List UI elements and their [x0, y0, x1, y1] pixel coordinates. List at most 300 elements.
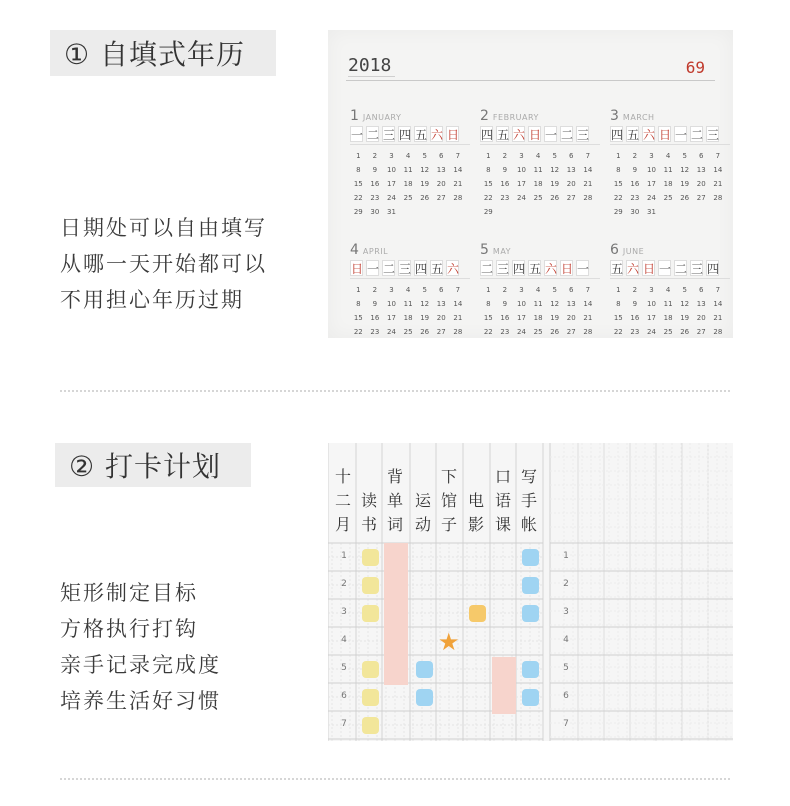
desc-line: 方格执行打钩	[60, 617, 198, 641]
weekday-row	[350, 126, 470, 145]
weekday-label: 四	[513, 262, 526, 276]
column-header: 背 单 词	[386, 467, 403, 534]
day-number: 19	[420, 314, 430, 322]
weekday-label: 三	[691, 262, 704, 276]
day-number: 21	[583, 180, 593, 188]
day-number: 22	[353, 194, 363, 202]
weekday-label: 三	[497, 262, 510, 276]
calendar-photo	[328, 30, 733, 338]
desc-line: 培养生活好习惯	[60, 689, 221, 713]
day-number: 4	[535, 286, 541, 294]
day-number: 10	[387, 166, 396, 174]
day-number: 8	[486, 300, 491, 308]
desc-line: 不用担心年历过期	[60, 288, 244, 312]
desc-line: 从哪一天开始都可以	[60, 252, 267, 276]
month-name: MARCH	[622, 113, 655, 122]
weekday-label: 三	[577, 128, 590, 142]
row-number: 4	[563, 635, 569, 645]
day-number: 8	[356, 166, 361, 174]
row-number: 2	[341, 579, 347, 589]
month-header	[480, 108, 600, 126]
day-number: 8	[486, 166, 491, 174]
weekday-row	[480, 260, 600, 279]
day-number: 15	[613, 180, 623, 188]
day-number: 14	[453, 300, 463, 308]
day-grid	[480, 283, 600, 338]
day-number: 13	[566, 166, 576, 174]
day-number: 24	[517, 328, 526, 336]
day-number: 9	[632, 300, 638, 308]
day-number: 28	[713, 328, 723, 336]
day-number: 23	[370, 328, 380, 336]
column-header: 电 影	[467, 491, 484, 534]
weekday-label: 四	[611, 128, 624, 142]
weekday-label: 五	[627, 128, 640, 142]
day-number: 1	[486, 286, 491, 294]
day-number: 6	[699, 152, 704, 160]
day-number: 3	[649, 152, 654, 160]
day-number: 28	[583, 328, 593, 336]
day-number: 16	[370, 314, 380, 322]
month-number: 5	[480, 242, 489, 258]
day-number: 25	[403, 328, 413, 336]
weekday-row	[350, 260, 470, 279]
row-number: 5	[563, 663, 569, 673]
desc-line: 日期处可以自由填写	[60, 216, 267, 240]
day-number: 9	[502, 166, 508, 174]
page-number: 69	[685, 58, 705, 77]
day-number: 22	[613, 194, 623, 202]
weekday-label: 五	[415, 128, 428, 142]
weekday-label: 六	[545, 262, 558, 276]
check-mark	[362, 717, 379, 734]
day-grid	[610, 283, 730, 338]
calendar-month	[350, 108, 470, 219]
day-number: 15	[353, 180, 363, 188]
day-number: 11	[533, 300, 543, 308]
day-number: 3	[519, 286, 524, 294]
row-number: 7	[341, 719, 347, 729]
month-number: 4	[350, 242, 359, 258]
weekday-row	[480, 126, 600, 145]
check-mark	[522, 689, 539, 706]
day-number: 28	[583, 194, 593, 202]
weekday-label: 二	[481, 262, 494, 276]
day-number: 12	[550, 300, 560, 308]
day-number: 23	[500, 194, 510, 202]
day-number: 31	[647, 208, 656, 216]
day-number: 1	[356, 286, 361, 294]
day-number: 23	[370, 194, 380, 202]
month-number: 2	[480, 108, 489, 124]
day-number: 14	[453, 166, 463, 174]
weekday-label: 日	[447, 128, 460, 142]
weekday-label: 二	[383, 262, 396, 276]
day-number: 28	[453, 194, 463, 202]
day-number: 16	[630, 314, 640, 322]
check-mark	[362, 689, 379, 706]
row-number: 3	[341, 607, 347, 617]
day-number: 14	[583, 166, 593, 174]
day-number: 13	[696, 166, 706, 174]
day-number: 26	[420, 194, 430, 202]
weekday-label: 日	[529, 128, 542, 142]
day-number: 1	[486, 152, 491, 160]
day-grid	[350, 283, 470, 338]
day-number: 20	[566, 314, 576, 322]
day-number: 29	[483, 208, 493, 216]
day-number: 8	[356, 300, 361, 308]
day-number: 4	[535, 152, 541, 160]
calendar-year: 2018	[348, 55, 395, 77]
day-number: 1	[616, 152, 621, 160]
calendar-header-line	[346, 80, 715, 81]
day-number: 12	[680, 300, 690, 308]
day-number: 24	[517, 194, 526, 202]
month-header	[350, 108, 470, 126]
day-number: 25	[403, 194, 413, 202]
day-number: 13	[436, 300, 446, 308]
day-number: 16	[370, 180, 380, 188]
day-number: 6	[569, 286, 574, 294]
day-number: 22	[353, 328, 363, 336]
weekday-label: 三	[399, 262, 412, 276]
day-number: 27	[696, 328, 706, 336]
month-name: JANUARY	[362, 113, 402, 122]
day-number: 9	[502, 300, 508, 308]
day-number: 11	[403, 300, 413, 308]
day-grid	[480, 149, 600, 219]
day-number: 7	[585, 286, 591, 294]
row-number: 4	[341, 635, 347, 645]
weekday-label: 一	[577, 262, 590, 276]
day-number: 17	[647, 314, 656, 322]
month-number: 6	[610, 242, 619, 258]
day-number: 2	[632, 152, 638, 160]
day-number: 24	[647, 194, 656, 202]
weekday-label: 四	[481, 128, 494, 142]
day-number: 2	[502, 152, 508, 160]
day-number: 19	[550, 180, 560, 188]
day-number: 3	[519, 152, 524, 160]
day-number: 27	[566, 328, 576, 336]
day-number: 11	[663, 166, 673, 174]
day-number: 14	[583, 300, 593, 308]
weekday-label: 一	[659, 262, 672, 276]
day-number: 26	[420, 328, 430, 336]
day-number: 3	[389, 152, 394, 160]
calendar-month	[610, 108, 730, 219]
day-number: 18	[533, 180, 543, 188]
day-number: 26	[550, 328, 560, 336]
day-number: 22	[483, 328, 493, 336]
day-number: 15	[483, 180, 493, 188]
day-number: 4	[665, 286, 671, 294]
column-header: 读 书	[360, 491, 377, 534]
weekday-label: 五	[529, 262, 542, 276]
weekday-label: 一	[351, 128, 364, 142]
day-number: 19	[420, 180, 430, 188]
day-number: 11	[403, 166, 413, 174]
month-number: 3	[610, 108, 619, 124]
weekday-label: 六	[627, 262, 640, 276]
day-number: 26	[550, 194, 560, 202]
day-number: 25	[533, 328, 543, 336]
check-mark	[362, 661, 379, 678]
day-number: 21	[453, 180, 463, 188]
day-number: 5	[422, 152, 427, 160]
column-header: 十 二 月	[334, 467, 351, 534]
day-number: 16	[630, 180, 640, 188]
day-number: 11	[663, 300, 673, 308]
column-header: 运 动	[414, 491, 431, 534]
month-name: JUNE	[622, 247, 645, 256]
day-number: 19	[680, 180, 690, 188]
day-number: 30	[630, 208, 640, 216]
month-number: 1	[350, 108, 359, 124]
day-number: 13	[566, 300, 576, 308]
day-number: 2	[632, 286, 638, 294]
day-number: 15	[353, 314, 363, 322]
day-number: 30	[370, 208, 380, 216]
day-number: 6	[569, 152, 574, 160]
day-number: 7	[715, 286, 721, 294]
day-grid	[350, 149, 470, 219]
day-number: 8	[616, 300, 621, 308]
day-number: 24	[647, 328, 656, 336]
section-divider	[60, 390, 730, 392]
calendar-month	[480, 108, 600, 219]
day-number: 1	[616, 286, 621, 294]
calendar-description	[60, 210, 267, 318]
day-number: 6	[699, 286, 704, 294]
row-number: 5	[341, 663, 347, 673]
month-name: APRIL	[362, 247, 389, 256]
day-number: 10	[517, 300, 526, 308]
day-number: 27	[696, 194, 706, 202]
day-number: 20	[696, 180, 706, 188]
weekday-label: 二	[561, 128, 574, 142]
day-number: 12	[550, 166, 560, 174]
weekday-label: 一	[675, 128, 688, 142]
day-number: 1	[356, 152, 361, 160]
day-number: 17	[647, 180, 656, 188]
row-number: 1	[563, 551, 569, 561]
day-number: 23	[500, 328, 510, 336]
column-header: 写 手 帐	[520, 467, 537, 534]
day-number: 17	[387, 180, 396, 188]
day-number: 4	[665, 152, 671, 160]
day-number: 25	[533, 194, 543, 202]
day-number: 2	[372, 286, 378, 294]
weekday-label: 二	[691, 128, 704, 142]
day-number: 12	[420, 166, 430, 174]
day-number: 18	[663, 180, 673, 188]
day-number: 20	[696, 314, 706, 322]
weekday-label: 六	[513, 128, 526, 142]
day-number: 6	[439, 286, 444, 294]
desc-line: 亲手记录完成度	[60, 653, 221, 677]
check-mark	[522, 605, 539, 622]
star-icon: ★	[438, 628, 460, 656]
day-number: 7	[455, 286, 461, 294]
day-number: 29	[613, 208, 623, 216]
day-number: 29	[353, 208, 363, 216]
day-grid	[610, 149, 730, 219]
row-number: 1	[341, 551, 347, 561]
day-number: 18	[403, 314, 413, 322]
day-number: 19	[680, 314, 690, 322]
day-number: 6	[439, 152, 444, 160]
day-number: 27	[436, 194, 446, 202]
day-number: 23	[630, 328, 640, 336]
day-number: 27	[566, 194, 576, 202]
desc-line: 矩形制定目标	[60, 581, 198, 605]
month-header	[610, 242, 730, 260]
row-number: 6	[341, 691, 347, 701]
day-number: 9	[372, 166, 378, 174]
habit-tracker-photo	[328, 443, 733, 741]
day-number: 8	[616, 166, 621, 174]
day-number: 27	[436, 328, 446, 336]
day-number: 24	[387, 194, 396, 202]
column-header: 下 馆 子	[440, 467, 457, 534]
day-number: 14	[713, 166, 723, 174]
day-number: 20	[566, 180, 576, 188]
day-number: 5	[552, 152, 557, 160]
day-number: 25	[663, 194, 673, 202]
day-number: 22	[613, 328, 623, 336]
weekday-label: 一	[367, 262, 380, 276]
check-mark	[522, 549, 539, 566]
day-number: 14	[713, 300, 723, 308]
row-number: 2	[563, 579, 569, 589]
day-number: 18	[403, 180, 413, 188]
day-number: 13	[436, 166, 446, 174]
weekday-label: 六	[447, 262, 460, 276]
weekday-label: 四	[415, 262, 428, 276]
calendar-month	[610, 242, 730, 338]
day-number: 18	[533, 314, 543, 322]
day-number: 5	[552, 286, 557, 294]
check-mark	[522, 577, 539, 594]
weekday-label: 二	[367, 128, 380, 142]
day-number: 26	[680, 328, 690, 336]
weekday-row	[610, 126, 730, 145]
day-number: 21	[453, 314, 463, 322]
day-number: 4	[405, 152, 411, 160]
weekday-label: 日	[643, 262, 656, 276]
day-number: 5	[422, 286, 427, 294]
tracker-description	[60, 575, 221, 719]
check-mark	[469, 605, 486, 622]
weekday-label: 二	[675, 262, 688, 276]
day-number: 10	[517, 166, 526, 174]
day-number: 7	[585, 152, 591, 160]
day-number: 5	[682, 152, 687, 160]
weekday-label: 日	[561, 262, 574, 276]
weekday-label: 一	[545, 128, 558, 142]
weekday-label: 五	[497, 128, 510, 142]
day-number: 20	[436, 314, 446, 322]
check-mark	[522, 661, 539, 678]
day-number: 23	[630, 194, 640, 202]
day-number: 4	[405, 286, 411, 294]
month-name: FEBRUARY	[492, 113, 539, 122]
section-title-tracker: ② 打卡计划	[55, 443, 251, 487]
weekday-row	[610, 260, 730, 279]
row-number: 6	[563, 691, 569, 701]
weekday-label: 三	[707, 128, 720, 142]
day-number: 12	[680, 166, 690, 174]
day-number: 2	[502, 286, 508, 294]
day-number: 26	[680, 194, 690, 202]
calendar-month	[480, 242, 600, 338]
day-number: 19	[550, 314, 560, 322]
day-number: 17	[387, 314, 396, 322]
check-mark	[416, 661, 433, 678]
month-header	[350, 242, 470, 260]
section-divider	[60, 778, 730, 780]
weekday-label: 四	[707, 262, 720, 276]
check-mark	[362, 549, 379, 566]
day-number: 28	[453, 328, 463, 336]
weekday-label: 五	[431, 262, 444, 276]
day-number: 7	[715, 152, 721, 160]
month-header	[610, 108, 730, 126]
row-number: 7	[563, 719, 569, 729]
day-number: 5	[682, 286, 687, 294]
weekday-label: 四	[399, 128, 412, 142]
day-number: 21	[713, 180, 723, 188]
weekday-label: 五	[611, 262, 624, 276]
day-number: 9	[632, 166, 638, 174]
column-header: 口 语 课	[494, 467, 511, 534]
day-number: 10	[387, 300, 396, 308]
day-number: 7	[455, 152, 461, 160]
day-number: 3	[389, 286, 394, 294]
day-number: 28	[713, 194, 723, 202]
goal-bar	[492, 657, 516, 714]
day-number: 13	[696, 300, 706, 308]
day-number: 18	[663, 314, 673, 322]
row-number: 3	[563, 607, 569, 617]
day-number: 22	[483, 194, 493, 202]
calendar-month	[350, 242, 470, 338]
day-number: 2	[372, 152, 378, 160]
day-number: 17	[517, 180, 526, 188]
check-mark	[416, 689, 433, 706]
weekday-label: 日	[351, 262, 364, 276]
day-number: 21	[713, 314, 723, 322]
day-number: 17	[517, 314, 526, 322]
month-header	[480, 242, 600, 260]
goal-bar	[384, 543, 408, 685]
weekday-label: 六	[431, 128, 444, 142]
day-number: 21	[583, 314, 593, 322]
day-number: 3	[649, 286, 654, 294]
day-number: 10	[647, 166, 656, 174]
check-mark	[362, 605, 379, 622]
day-number: 31	[387, 208, 396, 216]
day-number: 11	[533, 166, 543, 174]
weekday-label: 日	[659, 128, 672, 142]
weekday-label: 三	[383, 128, 396, 142]
day-number: 24	[387, 328, 396, 336]
section-title-calendar: ① 自填式年历	[50, 30, 276, 76]
day-number: 20	[436, 180, 446, 188]
weekday-label: 六	[643, 128, 656, 142]
